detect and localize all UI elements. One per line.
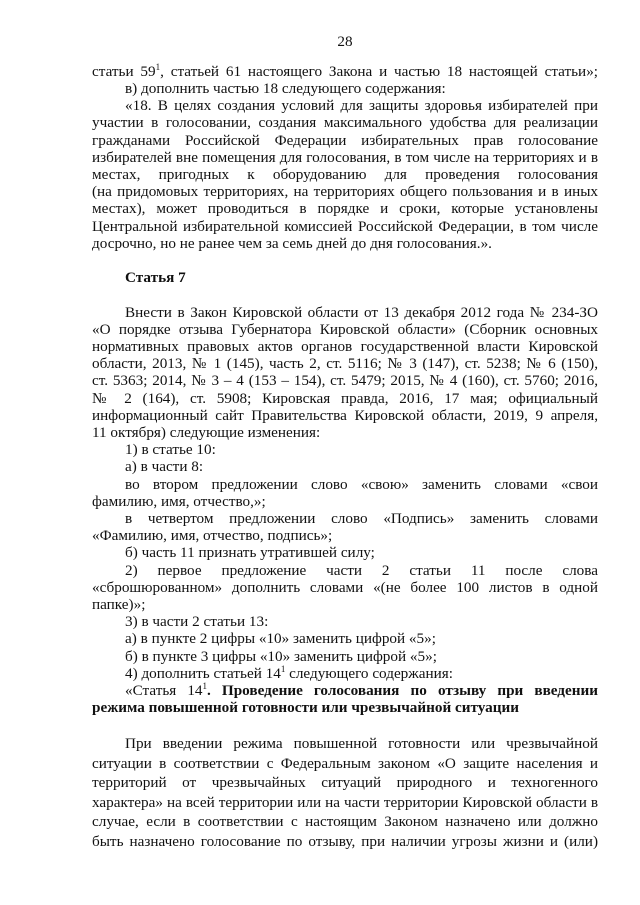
text-line: статьи $59^1$, статьей 61 настоящего Закона и частью 18 настоящей статьи»; (92, 61, 599, 80)
list-item: б) часть 11 признать утратившей силу; (125, 544, 375, 562)
text-line: 11 октября) следующие изменения: (92, 424, 321, 441)
text-line: избирателей вне помещения для голосования, в том числе на территориях и в (92, 148, 598, 166)
page-number: 28 (337, 33, 353, 50)
text-line: территорий от чрезвычайных ситуаций природного и техногенного (92, 774, 598, 791)
text-line: «18. В целях создания условий для защиты здоровья избирателей при (125, 97, 598, 115)
list-item: б) в пункте 3 цифры «10» заменить цифрой «5»; (125, 647, 437, 665)
list-item: 4) дополнить статьей $14^1$ следующего содержания: (125, 663, 453, 682)
text-line: в) дополнить частью 18 следующего содержания: (125, 80, 446, 97)
list-item: а) в части 8: (125, 458, 204, 476)
text-line: ситуации в соответствии с Федеральным законом «О защите населения и (92, 754, 598, 772)
text-line: досрочно, но не ранее чем за семь дней до дня голосования.». (92, 234, 492, 252)
text-line: № 2 (164), ст. 5908; Кировская правда, 2016, 17 мая; официальный (92, 389, 598, 407)
text-line: фамилию, имя, отчество,»; (92, 492, 266, 510)
list-item: во втором предложении слово «свою» заменить словами «свои (125, 475, 598, 493)
list-item: 2) первое предложение части 2 статьи 11 после слова (125, 561, 598, 579)
text-line: участии в голосовании, создания максимального удобства для реализации (92, 114, 598, 132)
text-line: «О порядке отзыва Губернатора Кировской области» (Сборник основных (92, 320, 598, 338)
text-line: гражданами Российской Федерации избирательных прав голосование (92, 131, 598, 149)
text-line: (на придомовых территориях, на территориях общего пользования и в иных (92, 183, 598, 201)
text-line: местах, пригодных к оборудованию для проведения голосования (92, 166, 598, 183)
text-line: случае, если в соответствии с настоящим Законом назначено или должно (92, 813, 598, 830)
text-line: характера» на всей территории или на части территории Кировской области в (92, 793, 598, 811)
list-item: в четвертом предложении слово «Подпись» заменить словами (125, 510, 598, 527)
article-title: «Статья $14^1$. Проведение голосования по отзыву при введении (125, 681, 598, 699)
text-line: При введении режима повышенной готовности или чрезвычайной (125, 735, 598, 752)
text-line: области, 2013, № 1 (145), часть 2, ст. 5116; № 3 (147), ст. 5238; № 6 (150), (92, 355, 598, 373)
text-line: быть назначено голосование по отзыву, при наличии угрозы жизни и (или) (92, 832, 598, 850)
text-line: местах), может проводиться в порядке и сроки, которые установлены (92, 200, 598, 218)
text-line: ст. 5363; 2014, № 3 – 4 (153 – 154), ст. 5479; 2015, № 4 (160), ст. 5760; 2016, (92, 372, 598, 390)
text-line: Внести в Закон Кировской области от 13 декабря 2012 года № 234-ЗО (125, 303, 598, 321)
text-line: нормативных правовых актов органов государственной власти Кировской (92, 338, 598, 355)
list-item: а) в пункте 2 цифры «10» заменить цифрой «5»; (125, 630, 436, 648)
list-item: 1) в статье 10: (125, 441, 216, 459)
list-item: 3) в части 2 статьи 13: (125, 613, 269, 631)
text-line: Центральной избирательной комиссией Российской Федерации, в том числе (92, 217, 598, 235)
text-line: «Фамилию, имя, отчество, подпись»; (92, 527, 333, 545)
text-line: «сброшюрованном» дополнить словами «(не более 100 листов в одной (92, 578, 598, 596)
text-line: информационный сайт Правительства Кировской области, 2019, 9 апреля, (92, 406, 598, 424)
article-heading: Статья 7 (125, 269, 186, 287)
text-line: папке)»; (92, 596, 146, 613)
article-title: режима повышенной готовности или чрезвычайной ситуации (92, 699, 520, 717)
